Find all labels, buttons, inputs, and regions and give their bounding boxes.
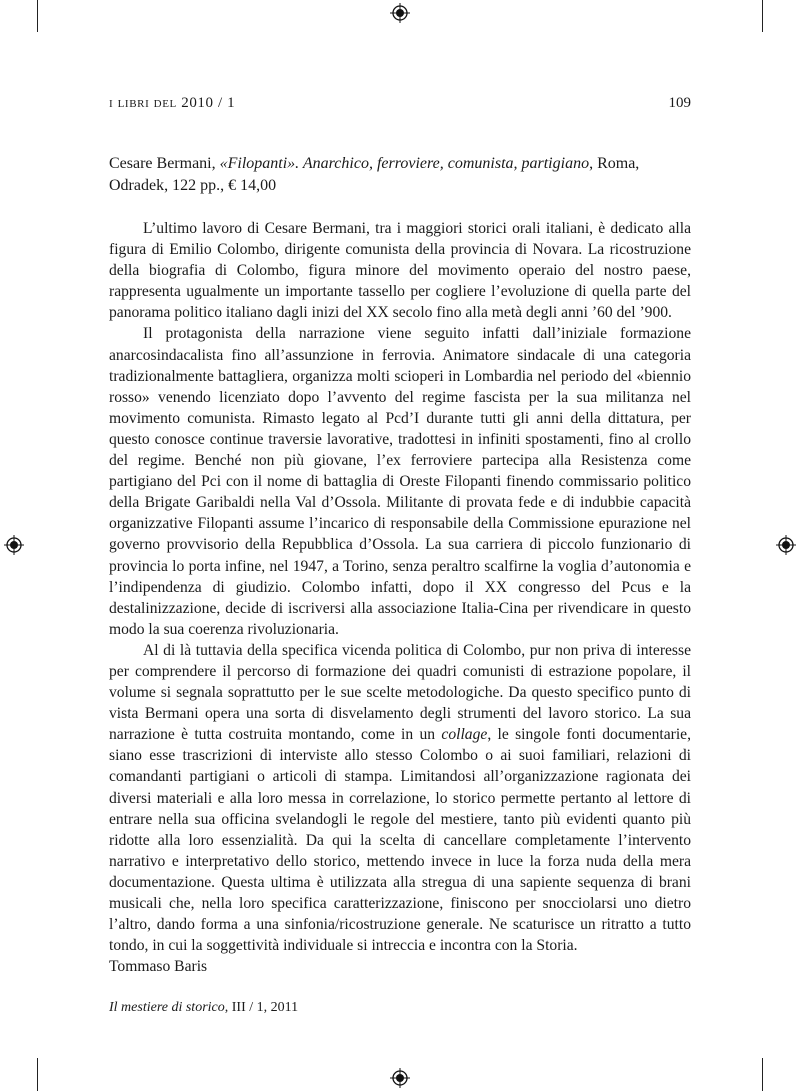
reviewer-signature: Tommaso Baris <box>109 958 208 976</box>
journal-issue: , III / 1, 2011 <box>224 1000 299 1015</box>
book-citation <box>109 153 691 197</box>
page-footer <box>109 1000 298 1016</box>
review-paragraph: Il protagonista della narrazione viene seguito infatti dall’iniziale formazione anarcosindacalista fino all’assunzione in ferrovia. Animatore sindacale di una categoria tradizionalmente battagliera, organizza molti scioperi in Lombardia nel periodo del «biennio rosso» venendo licenziato dopo l’avvento del regime fascista per la sua militanza nel movimento comunista. Rimasto legato al Pcd’I durante tutti gli anni della dittatura, per questo conosce continue traversie lavorative, tradottesi in infiniti spostamenti, fino al crollo del regime. Benché non più giovane, l’ex ferroviere partecipa alla Resistenza come partigiano del Pci con il nome di battaglia di Oreste Filopanti finendo commissario politico della Brigate Garibaldi nella Val d’Ossola. Militante di provata fede e di indubbie capacità organizzative Filopanti assume l’incarico di responsabile della Commissione epurazione nel governo provvisorio della Repubblica d’Ossola. La sua carriera di piccolo funzionario di provincia lo porta infine, nel 1947, a Torino, senza peraltro scalfirne la voglia d’autonomia e l’indipendenza di giudizio. Colombo infatti, dopo il XX congresso del Pcus e la destalinizzazione, decide di iscriversi alla associazione Italia-Cina per rivendicare in questo modo la sua coerenza rivoluzionaria. <box>109 325 691 638</box>
review-paragraph: L’ultimo lavoro di Cesare Bermani, tra i maggiori storici orali italiani, è dedicato alla figura di Emilio Colombo, dirigente comunista della provincia di Novara. La ricostruzione della biografia di Colombo, figura minore del movimento operaio del nostro paese, rappresenta ugualmente un importante tassello per cogliere l’evoluzione di quella parte del panorama politico italiano dagli inizi del XX secolo fino alla metà degli anni ’60 del ’900. <box>109 220 691 322</box>
registration-mark-icon <box>390 1068 410 1088</box>
crop-mark-bottom-left <box>37 1058 38 1091</box>
review-paragraph <box>109 640 691 956</box>
review-paragraph-text: , le singole fonti documentarie, siano esse trascrizioni di interviste allo stesso Colombo o ai suoi familiari, relazioni di comandanti partigiani o articoli di stampa. Limitandosi all’organizzazione ragionata dei diversi materiali e alla loro messa in correlazione, lo storico permette pertanto al lettore di entrare nella sua officina svelandogli le regole del mestiere, tanto più evidenti quanto più ridotte alla loro essenzialità. Da qui la scelta di cancellare completamente l’intervento narrativo e interpretativo dello storico, mettendo invece in luce la forza nuda della mera documentazione. Questa ultima è utilizzata alla stregua di una sapiente sequenza di brani musicali che, nella loro specifica caratterizzazione, finiscono per snocciolarsi uno dietro l’altro, dando forma a una sinfonia/ricostruzione generale. Ne scaturisce un ritratto a tutto tondo, in cui la soggettività individuale si intreccia e incontra con la Storia. <box>109 726 691 955</box>
citation-title: «Filopanti». Anarchico, ferroviere, comunista, partigiano <box>219 155 590 172</box>
crop-mark-bottom-right <box>762 1058 763 1091</box>
collage-term: collage <box>441 726 488 744</box>
page-header <box>109 95 691 115</box>
registration-mark-icon <box>4 535 24 555</box>
page-number: 109 <box>668 95 691 111</box>
review-body <box>109 218 691 977</box>
crop-mark-top-right <box>762 0 763 32</box>
registration-mark-icon <box>776 535 796 555</box>
crop-mark-top-left <box>37 0 38 32</box>
review-paragraph-text: Al di là tuttavia della specifica vicenda politica di Colombo, pur non priva di interesse per comprendere il percorso di formazione dei quadri comunisti di estrazione popolare, il volume si segnala soprattutto per le sue scelte metodologiche. Da questo specifico punto di vista Bermani opera una sorta di disvelamento degli strumenti del lavoro storico. La sua narrazione è tutta costruita montando, come in un <box>109 641 691 744</box>
citation-author: Cesare Bermani, <box>109 155 220 172</box>
running-head: i libri del 2010 / 1 <box>109 95 236 111</box>
citation-publisher-details: , Roma, Odradek, 122 pp., € 14,00 <box>109 155 640 194</box>
registration-mark-icon <box>390 3 410 23</box>
journal-title: Il mestiere di storico <box>109 1000 225 1015</box>
